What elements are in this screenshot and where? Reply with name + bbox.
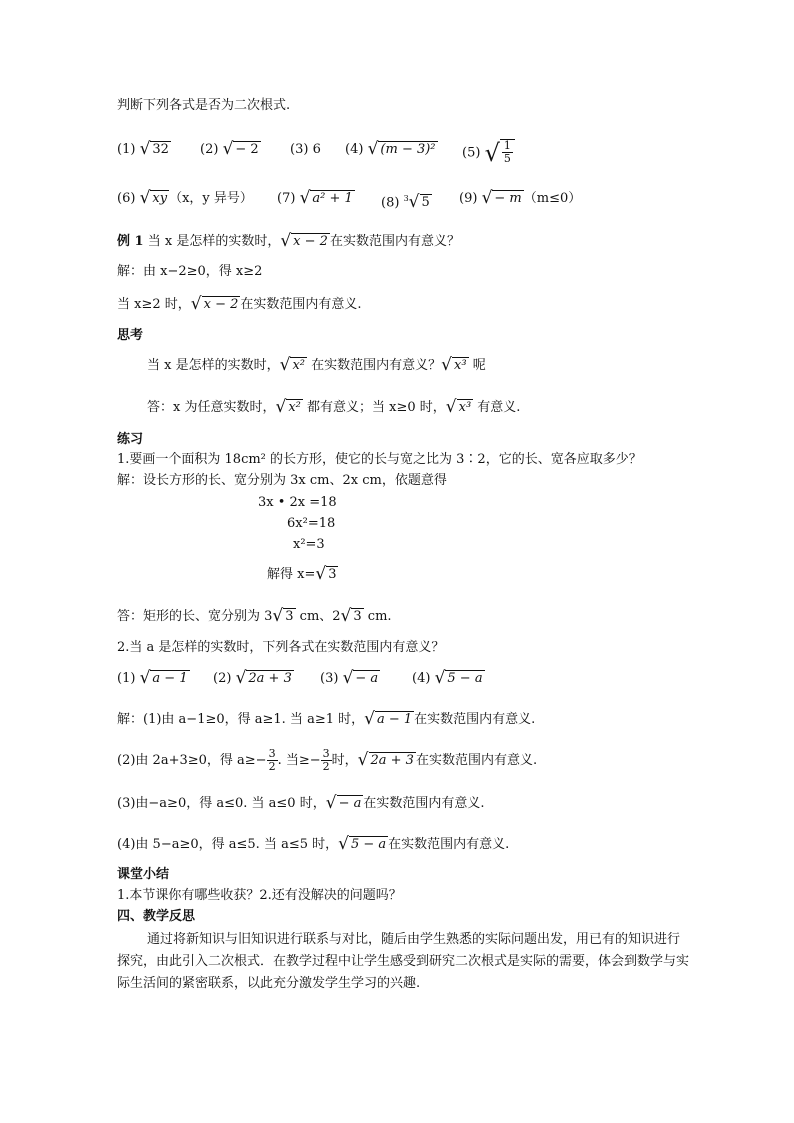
p2-item-3: (3) √ − a <box>320 668 379 688</box>
item-6: (6) √ xy （x，y 异号） <box>117 188 253 208</box>
equation-4: 解得 x= √ 3 <box>267 564 337 584</box>
example-1-conclusion: 当 x≥2 时， √ x − 2 在实数范围内有意义. <box>117 294 362 314</box>
practice-1-answer: 答：矩形的长、宽分别为 3 √ 3 cm、2 √ 3 cm. <box>117 606 392 626</box>
practice-2-question: 2.当 a 是怎样的实数时，下列各式在实数范围内有意义？ <box>117 640 445 655</box>
reflection-text: 通过将新知识与旧知识进行联系与对比，随后由学生熟悉的实际问题出发，用已有的知识进行探究，由此引入二次根式．在教学过程中让学生感受到研究二次根式是实际的需要，体会到数学与实际生活间的紧密联系，以此充分激发学生学习的兴趣. <box>117 932 690 991</box>
p2-item-1: (1) √ a − 1 <box>117 668 188 688</box>
item-9: (9) √ − m （m≤0） <box>459 188 582 208</box>
summary-title: 课堂小结 <box>117 867 170 882</box>
item-5: (5) √ $\frac{1}{5}$ <box>462 139 515 167</box>
practice-2-solution-3: (3)由−a≥0，得 a≤0. 当 a≤0 时， √ − a 在实数范围内有意义. <box>117 793 485 813</box>
equation-2: 6x²=18 <box>287 516 336 531</box>
practice-2-solution-4: (4)由 5−a≥0，得 a≤5. 当 a≤5 时， √ 5 − a 在实数范围内有意义. <box>117 834 510 854</box>
think-answer: 答：x 为任意实数时， √ x² 都有意义；当 x≥0 时， √ x³ 有意义. <box>147 397 521 417</box>
equation-1: 3x • 2x =18 <box>258 495 337 510</box>
item-8: (8) $^3$ √ 5 <box>381 192 430 213</box>
item-3: (3) 6 <box>290 142 321 157</box>
item-4: (4) √ (m − 3)² <box>345 139 436 159</box>
think-question: 当 x 是怎样的实数时， √ x² 在实数范围内有意义？ √ x³ 呢 <box>147 355 486 375</box>
equation-3: x²=3 <box>293 537 325 552</box>
think-title: 思考 <box>117 328 144 343</box>
practice-1-solution: 解：设长方形的长、宽分别为 3x cm、2x cm，依题意得 <box>117 473 447 488</box>
practice-2-solution-1: 解：(1)由 a−1≥0，得 a≥1. 当 a≥1 时， √ a − 1 在实数范围内有意义. <box>117 709 536 729</box>
item-1: (1) √ 32 <box>117 139 169 159</box>
example-1-solution: 解：由 x−2≥0，得 x≥2 <box>117 264 263 279</box>
item-7: (7) √ a² + 1 <box>277 188 353 208</box>
p2-item-4: (4) √ 5 − a <box>412 668 483 688</box>
intro-text: 判断下列各式是否为二次根式. <box>117 98 291 113</box>
practice-title: 练习 <box>117 432 144 447</box>
practice-1-question: 1.要画一个面积为 18cm² 的长方形，使它的长与宽之比为 3∶2，它的长、宽各应取多少？ <box>117 452 642 467</box>
example-1-question: 例 1 当 x 是怎样的实数时， √ x − 2 在实数范围内有意义？ <box>117 231 460 251</box>
item-2: (2) √ − 2 <box>200 139 259 159</box>
reflection-title: 四、教学反思 <box>117 909 196 924</box>
p2-item-2: (2) √ 2a + 3 <box>213 668 292 688</box>
practice-2-solution-2: (2)由 2a+3≥0，得 a≥− $\frac{3}{2}$ . 当≥− $\frac{3}{2}$ 时， √ 2a + 3 在实数范围内有意义. <box>117 747 538 773</box>
summary-text: 1.本节课你有哪些收获？2.还有没解决的问题吗？ <box>117 888 402 903</box>
